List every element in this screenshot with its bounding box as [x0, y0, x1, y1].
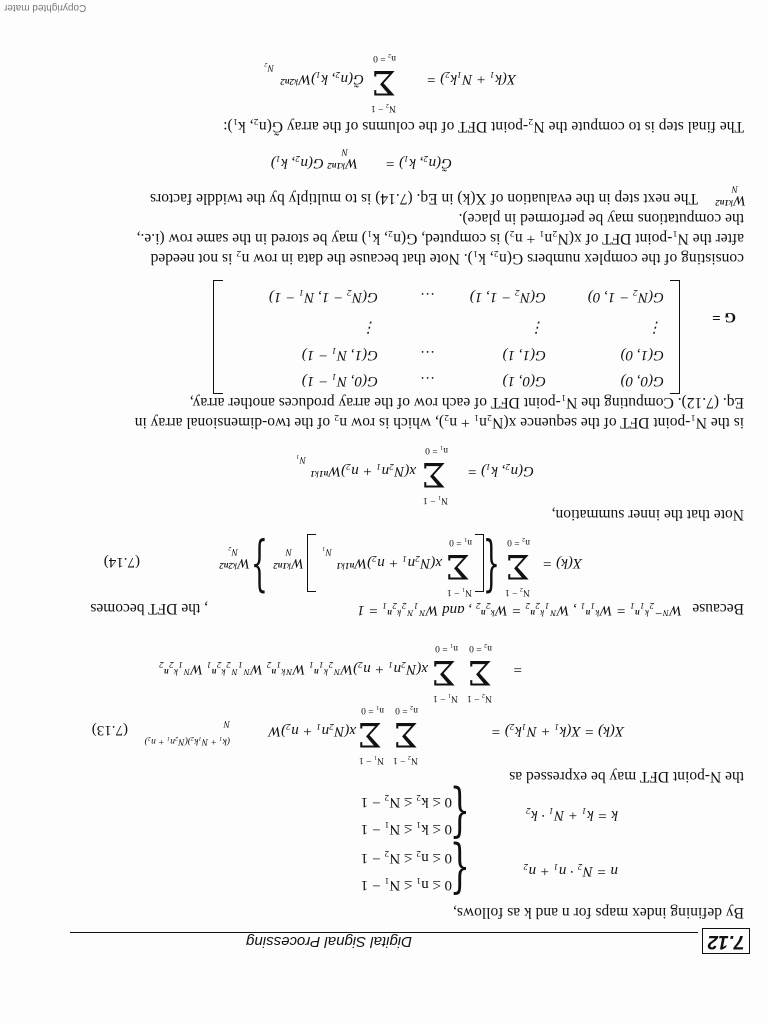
eq14-number: (7.14) — [103, 554, 140, 570]
final-paragraph: The final step is to compute the N₂-point DFT of the columns of the array G̃(n₂, k₁): — [223, 118, 744, 135]
gtilde-sub: N — [341, 146, 348, 156]
matrix-cell: G(0, 0) — [620, 373, 664, 389]
matrix-cell: ⋮ — [363, 319, 378, 335]
eq13-sum1-lower: n₂ = 0 — [395, 705, 418, 715]
eq13x-sum2-upper: N₁ − 1 — [432, 693, 458, 703]
eq14-sum1-lower: n₂ = 0 — [507, 537, 530, 547]
eq13x-sum1-lower: n₂ = 0 — [469, 643, 492, 653]
g-def-sub: N₁ — [296, 454, 306, 464]
eq13x-sum1-sigma: Σ — [467, 652, 492, 692]
final-sum-lower: n₂ = 0 — [373, 53, 396, 63]
condition-n1: 0 ≤ n₁ ≤ N₁ − 1 — [360, 877, 452, 893]
g-def-lhs: G(n₂, k₁) = — [467, 463, 534, 479]
matrix-cell: … — [420, 289, 434, 305]
eq14-left-bracket — [475, 534, 484, 592]
matrix-cell: G(N₂ − 1, 0) — [587, 289, 664, 305]
gtilde-rhs: Wᵏ¹ⁿ² G(n₂, k₁) — [270, 155, 358, 171]
note-inner-paragraph: Note that the inner summation, — [551, 506, 744, 523]
twiddle-factor: Wᵏ¹ⁿ² — [715, 192, 746, 208]
eq14-right-brace: } — [250, 533, 268, 603]
matrix-cell: G(0, 1) — [502, 373, 546, 389]
matrix-left-bracket — [670, 280, 680, 394]
g-def-body: x(N₂n₁ + n₂)Wⁿ¹ᵏ¹ — [310, 463, 416, 479]
g-def-sum-sigma: Σ — [421, 454, 446, 494]
eq14-sum2-sigma: Σ — [445, 546, 470, 586]
eq13-sum2-sigma: Σ — [357, 714, 382, 754]
g-def-sum-upper: N₁ − 1 — [422, 495, 448, 505]
final-sum-upper: N₂ − 1 — [370, 103, 396, 113]
index-map-n: n = N₂ · n₁ + n₂ — [523, 863, 618, 879]
twiddle-paragraph: The next step in the evaluation of X(k) in Eq. (7.14) is to multiply by the twiddle factors — [150, 190, 698, 207]
final-sub: N₂ — [264, 62, 274, 72]
eq13-exponent: (k₁ + N₁k₂)(N₂n₁ + n₂) — [144, 736, 230, 746]
matrix-label: G = — [712, 309, 736, 325]
eq14-sum1-sigma: Σ — [505, 546, 530, 586]
watermark: Copyrighted mater — [4, 2, 87, 13]
eq13-number: (7.13) — [91, 722, 128, 738]
final-lhs: X(k₁ + N₁k₂) = — [426, 71, 516, 87]
brace-n: { — [449, 837, 470, 905]
eq14-left-brace: { — [482, 533, 500, 603]
eq14-sum1-upper: N₂ − 1 — [504, 587, 530, 597]
because-prefix: Because — [692, 600, 744, 617]
g-def-sum-lower: n₁ = 0 — [425, 445, 448, 455]
matrix-cell: … — [420, 347, 434, 363]
brace-k: { — [449, 781, 470, 849]
matrix-cell: … — [420, 373, 434, 389]
matrix-right-bracket — [213, 280, 223, 394]
intro-paragraph: By defining index maps for n and k as follows, — [452, 904, 744, 921]
eq14-outer-twiddle: Wᵏ²ⁿ² — [219, 555, 250, 571]
final-sum-sigma: Σ — [371, 62, 396, 102]
because-relations: Wᴺ⁻₂ᵏ₁ⁿ₁ = Wᵏ₁ⁿ₁ , Wᴺ₁ᵏ₂ⁿ₂ = Wᵏ₂ⁿ₂ , and Wᴺ₁ᴺ₂ᵏ₂ⁿ₁ = 1 — [357, 602, 682, 618]
section-number: 7.12 — [702, 928, 750, 954]
condition-n2: 0 ≤ n₂ ≤ N₂ − 1 — [360, 850, 452, 866]
gtilde-lhs: G̃(n₂, k₁) = — [385, 155, 452, 171]
inner-desc-line-1: is the N₁-point DFT of the sequence x(N₂n₁ + n₂), which is row n₂ of the two-dimensional array in — [134, 414, 744, 431]
inner-desc-line-2: Eq. (7.12). Computing the N₁-point DFT of each row of the array produces another array, — [189, 394, 744, 411]
matrix-cell: G(N₂ − 1, N₁ − 1) — [268, 289, 378, 305]
npoint-paragraph: the N-point DFT may be expressed as — [509, 768, 744, 785]
matrix-cell: ⋮ — [649, 319, 664, 335]
eq13-lhs: X(k) = X(k₁ + N₁k₂) = — [490, 723, 624, 739]
eq14-twiddle-sub: N — [285, 546, 292, 556]
complex-line-3: the computations may be performed in place). — [458, 210, 744, 227]
matrix-cell: G(1, 0) — [620, 347, 664, 363]
eq14-lhs: X(k) = — [542, 555, 582, 571]
index-map-k: k = k₁ + N₁ · k₂ — [525, 807, 618, 823]
final-body: G̃(n₂, k₁)Wᵏ²ⁿ² — [280, 71, 364, 87]
eq14-sum2-lower: n₁ = 0 — [449, 537, 472, 547]
eq13-subscript: N — [223, 718, 230, 728]
condition-k1: 0 ≤ k₁ ≤ N₁ − 1 — [360, 821, 452, 837]
eq13-sum1-upper: N₂ − 1 — [392, 755, 418, 765]
eq14-outer-sub: N₂ — [228, 546, 238, 556]
eq13x-sum2-lower: n₁ = 0 — [435, 643, 458, 653]
eq13-expanded-body: x(N₂n₁ + n₂)Wᴺ₂ᵏ₁ⁿ₁ Wᴺᵏ₁ⁿ₂ Wᴺ₁ᴺ₂ᵏ₂ⁿ₁ Wᴺ₁ᵏ₂ⁿ₂ — [159, 661, 428, 677]
twiddle-factor-sub: N — [731, 183, 738, 193]
because-suffix: , the DFT becomes — [90, 600, 208, 617]
eq13-sum1-sigma: Σ — [393, 714, 418, 754]
header-rule — [70, 932, 698, 933]
eq14-right-bracket — [307, 534, 316, 592]
eq13-body: x(N₂n₁ + n₂)W — [268, 723, 356, 739]
eq14-twiddle: Wᵏ¹ⁿ² — [273, 555, 304, 571]
running-title: Digital Signal Processing — [246, 933, 412, 950]
matrix-cell: G(N₂ − 1, 1) — [469, 289, 546, 305]
eq14-sum2-upper: N₁ − 1 — [446, 587, 472, 597]
eq13x-sum2-sigma: Σ — [431, 652, 456, 692]
complex-line-2: after the N₁-point DFT of x(N₂n₁ + n₂) is computed, G(n₂, k₁) may be stored in the same row (i.e., — [136, 230, 744, 247]
eq13x-sum1-upper: N₂ − 1 — [466, 693, 492, 703]
condition-k2: 0 ≤ k₂ ≤ N₂ − 1 — [360, 794, 452, 810]
eq14-inner-sub: N₁ — [322, 546, 332, 556]
matrix-cell: ⋮ — [531, 319, 546, 335]
matrix-cell: G(1, 1) — [502, 347, 546, 363]
matrix-cell: G(0, N₁ − 1) — [301, 373, 378, 389]
eq14-inner-body: x(N₂n₁ + n₂)Wⁿ¹ᵏ¹ — [336, 555, 442, 571]
matrix-cell: G(1, N₁ − 1) — [301, 347, 378, 363]
complex-line-1: consisting of the complex numbers G(n₂, k₁). Note that because the data in row n₂ is not needed — [150, 250, 744, 267]
eq13-sum2-upper: N₁ − 1 — [358, 755, 384, 765]
eq13-sum2-lower: n₁ = 0 — [361, 705, 384, 715]
eq13-expand-equals: = — [513, 661, 522, 677]
